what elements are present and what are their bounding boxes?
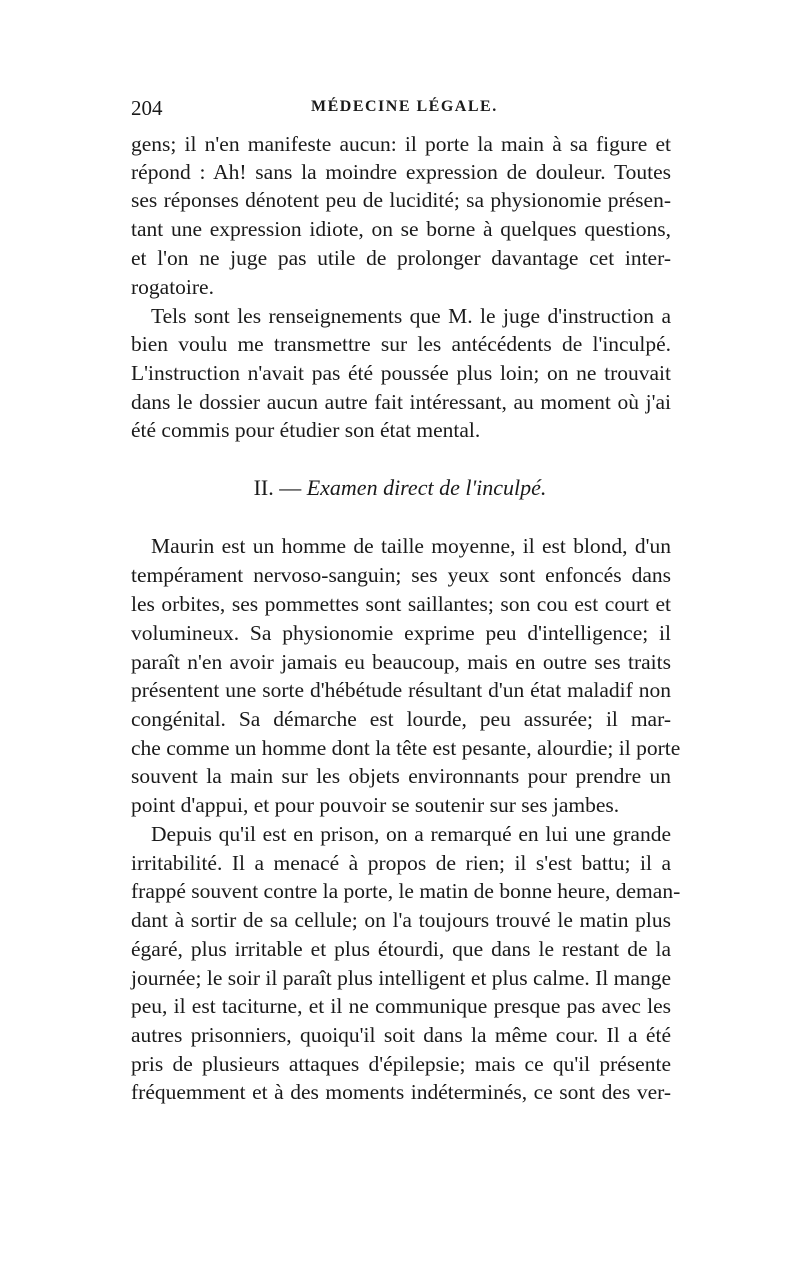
text-line: répond : Ah! sans la moindre expression de douleur. Toutes bbox=[131, 160, 671, 184]
running-head: MÉDECINE LÉGALE. bbox=[311, 98, 498, 115]
text-line: ses réponses dénotent peu de lucidité; sa physionomie présen- bbox=[131, 188, 671, 212]
text-line: égaré, plus irritable et plus étourdi, que dans le restant de la bbox=[131, 937, 671, 961]
section-heading bbox=[0, 474, 800, 502]
text-line: été commis pour étudier son état mental. bbox=[131, 418, 481, 442]
text-line: tant une expression idiote, on se borne à quelques questions, bbox=[131, 217, 671, 241]
page-number: 204 bbox=[131, 96, 163, 120]
text-line: paraît n'en avoir jamais eu beaucoup, mais en outre ses traits bbox=[131, 650, 671, 674]
text-line: dans le dossier aucun autre fait intéressant, au moment où j'ai bbox=[131, 390, 671, 414]
text-line: Maurin est un homme de taille moyenne, il est blond, d'un bbox=[151, 534, 671, 558]
text-line: rogatoire. bbox=[131, 275, 214, 299]
text-line: volumineux. Sa physionomie exprime peu d'intelligence; il bbox=[131, 621, 671, 645]
text-line: L'instruction n'avait pas été poussée plus loin; on ne trouvait bbox=[131, 361, 671, 385]
text-line: pris de plusieurs attaques d'épilepsie; mais ce qu'il présente bbox=[131, 1052, 671, 1076]
text-line: journée; le soir il paraît plus intelligent et plus calme. Il mange bbox=[131, 966, 671, 990]
text-line: souvent la main sur les objets environnants pour prendre un bbox=[131, 764, 671, 788]
text-line: les orbites, ses pommettes sont saillantes; son cou est court et bbox=[131, 592, 671, 616]
text-line: fréquemment et à des moments indéterminés, ce sont des ver- bbox=[131, 1080, 671, 1104]
text-line: tempérament nervoso-sanguin; ses yeux sont enfoncés dans bbox=[131, 563, 671, 587]
text-line: et l'on ne juge pas utile de prolonger davantage cet inter- bbox=[131, 246, 671, 270]
text-line: bien voulu me transmettre sur les antécédents de l'inculpé. bbox=[131, 332, 671, 356]
text-line: dant à sortir de sa cellule; on l'a toujours trouvé le matin plus bbox=[131, 908, 671, 932]
text-line: point d'appui, et pour pouvoir se soutenir sur ses jambes. bbox=[131, 793, 620, 817]
text-line: congénital. Sa démarche est lourde, peu assurée; il mar- bbox=[131, 707, 671, 731]
text-line: présentent une sorte d'hébétude résultant d'un état maladif non bbox=[131, 678, 671, 702]
text-line: Depuis qu'il est en prison, on a remarqué en lui une grande bbox=[151, 822, 671, 846]
text-line: frappé souvent contre la porte, le matin de bonne heure, deman- bbox=[131, 879, 681, 903]
section-number: II. — bbox=[253, 475, 302, 500]
text-line: peu, il est taciturne, et il ne communique presque pas avec les bbox=[131, 994, 671, 1018]
text-line: che comme un homme dont la tête est pesante, alourdie; il porte bbox=[131, 736, 681, 760]
page-header bbox=[131, 96, 671, 126]
text-line: gens; il n'en manifeste aucun: il porte la main à sa figure et bbox=[131, 132, 671, 156]
text-line: Tels sont les renseignements que M. le juge d'instruction a bbox=[151, 304, 671, 328]
text-line: irritabilité. Il a menacé à propos de rien; il s'est battu; il a bbox=[131, 851, 671, 875]
text-line: autres prisonniers, quoiqu'il soit dans la même cour. Il a été bbox=[131, 1023, 671, 1047]
section-title: Examen direct de l'inculpé. bbox=[306, 475, 547, 500]
